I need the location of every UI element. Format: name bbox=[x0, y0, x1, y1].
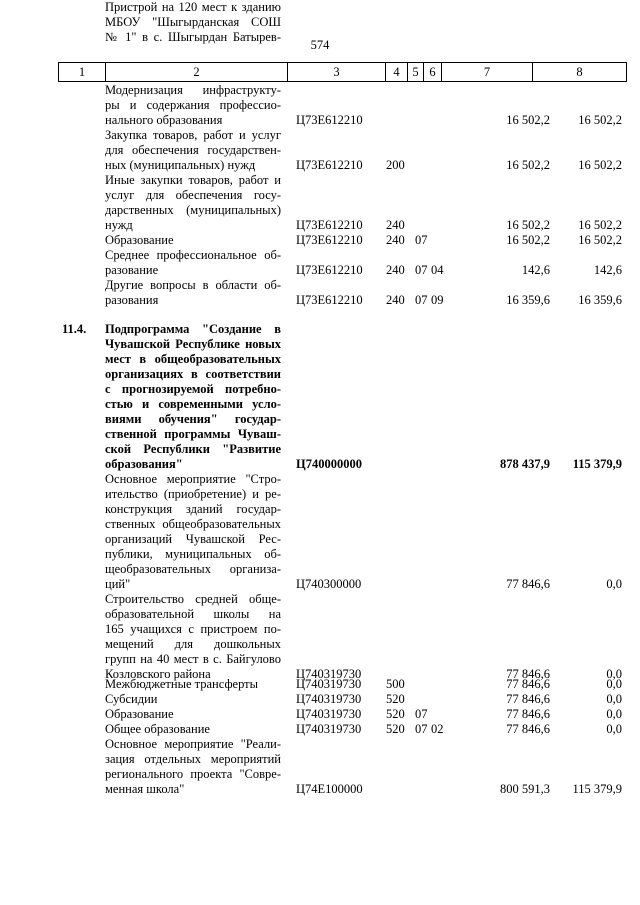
amount-col-7: 878 437,9 bbox=[500, 457, 550, 471]
description-line: стью и современными усло- bbox=[105, 397, 281, 411]
description-line: виями обучения" государ- bbox=[105, 412, 281, 426]
budget-code: Ц740319730 bbox=[296, 707, 362, 721]
section-code: 07 bbox=[415, 722, 428, 736]
row-description bbox=[105, 278, 281, 308]
row-description bbox=[105, 0, 281, 45]
budget-code: Ц740300000 bbox=[296, 577, 362, 591]
description-line: Межбюджетные трансферты bbox=[105, 677, 259, 691]
table-row bbox=[58, 233, 626, 248]
amount-col-8: 16 359,6 bbox=[578, 293, 622, 307]
description-line: № 1" в с. Шыгырдан Батырев- bbox=[105, 30, 281, 44]
amount-col-8: 142,6 bbox=[593, 263, 622, 277]
subsection-code: 09 bbox=[431, 293, 444, 307]
table-row bbox=[58, 592, 626, 682]
section-code: 07 bbox=[415, 707, 428, 721]
expense-type-code: 240 bbox=[386, 233, 405, 247]
amount-col-8: 0,0 bbox=[606, 577, 622, 591]
budget-code: Ц740319730 bbox=[296, 722, 362, 736]
description-line: Строительство средней обще- bbox=[105, 592, 281, 606]
description-line: с прогнозируемой потребно- bbox=[105, 382, 281, 396]
description-line: Пристрой на 120 мест к зданию bbox=[105, 0, 281, 14]
expense-type-code: 240 bbox=[386, 263, 405, 277]
table-row bbox=[58, 722, 626, 737]
table-row bbox=[58, 707, 626, 722]
budget-code: Ц74Е100000 bbox=[296, 782, 363, 796]
amount-col-8: 0,0 bbox=[606, 667, 622, 681]
table-row bbox=[58, 128, 626, 173]
row-description bbox=[105, 707, 281, 722]
amount-col-7: 77 846,6 bbox=[506, 677, 550, 691]
row-description bbox=[105, 322, 281, 472]
row-number: 11.4. bbox=[62, 322, 87, 336]
expense-type-code: 520 bbox=[386, 707, 405, 721]
amount-col-7: 77 846,6 bbox=[506, 667, 550, 681]
table-row bbox=[58, 83, 626, 128]
row-description bbox=[105, 83, 281, 128]
amount-col-8: 0,0 bbox=[606, 692, 622, 706]
column-header-8: 8 bbox=[533, 63, 627, 82]
description-line: услуг для обеспечения госу- bbox=[105, 188, 281, 202]
description-line: Среднее профессиональное об- bbox=[105, 248, 281, 262]
amount-col-8: 115 379,9 bbox=[572, 782, 622, 796]
table-row bbox=[58, 278, 626, 308]
table-row bbox=[58, 737, 626, 797]
row-description bbox=[105, 737, 281, 797]
page-number: 574 bbox=[310, 38, 330, 52]
description-line: щеобразовательных организа- bbox=[105, 562, 281, 576]
expense-type-code: 200 bbox=[386, 158, 405, 172]
description-line: зация отдельных мероприятий bbox=[105, 752, 281, 766]
expense-type-code: 240 bbox=[386, 218, 405, 232]
description-line: Общее образование bbox=[105, 722, 210, 736]
description-line: Подпрограмма "Создание в bbox=[105, 322, 281, 336]
description-line: ственной программы Чуваш- bbox=[105, 427, 281, 441]
amount-col-7: 77 846,6 bbox=[506, 692, 550, 706]
column-header-row bbox=[58, 62, 627, 82]
row-description bbox=[105, 248, 281, 278]
amount-col-7: 16 502,2 bbox=[506, 113, 550, 127]
description-line: образовательной школы на bbox=[105, 607, 281, 621]
description-line: ций" bbox=[105, 577, 131, 591]
table-row bbox=[58, 248, 626, 278]
row-description bbox=[105, 722, 281, 737]
description-line: дарственных (муниципальных) bbox=[105, 203, 281, 217]
column-header-2: 2 bbox=[106, 63, 288, 82]
row-description bbox=[105, 677, 281, 692]
description-line: Чувашской Республике новых bbox=[105, 337, 281, 351]
row-description bbox=[105, 128, 281, 173]
description-line: Модернизация инфраструкту- bbox=[105, 83, 281, 97]
subsection-code: 04 bbox=[431, 263, 444, 277]
column-header-1: 1 bbox=[59, 63, 106, 82]
row-description bbox=[105, 592, 281, 682]
amount-col-8: 115 379,9 bbox=[572, 457, 622, 471]
expense-type-code: 240 bbox=[386, 293, 405, 307]
description-line: МБОУ "Шыгырданская СОШ bbox=[105, 15, 281, 29]
expense-type-code: 500 bbox=[386, 677, 405, 691]
amount-col-7: 77 846,6 bbox=[506, 722, 550, 736]
expense-type-code: 520 bbox=[386, 722, 405, 736]
description-line: организаций Чувашской Рес- bbox=[105, 532, 281, 546]
row-description bbox=[105, 173, 281, 233]
budget-code: Ц73Е612210 bbox=[296, 218, 363, 232]
description-line: 165 учащихся с пристроем по- bbox=[105, 622, 281, 636]
description-line: ской Республики "Развитие bbox=[105, 442, 281, 456]
table-row bbox=[58, 677, 626, 692]
amount-col-7: 800 591,3 bbox=[500, 782, 550, 796]
description-line: ры и содержания профессио- bbox=[105, 98, 281, 112]
expense-type-code: 520 bbox=[386, 692, 405, 706]
column-header-6: 6 bbox=[424, 63, 442, 82]
description-line: регионального проекта "Совре- bbox=[105, 767, 281, 781]
budget-code: Ц73Е612210 bbox=[296, 158, 363, 172]
table-row bbox=[58, 0, 626, 45]
table-row bbox=[58, 472, 626, 592]
amount-col-8: 16 502,2 bbox=[578, 113, 622, 127]
table-row bbox=[58, 692, 626, 707]
section-code: 07 bbox=[415, 263, 428, 277]
budget-code: Ц740319730 bbox=[296, 677, 362, 691]
description-line: публики, муниципальных об- bbox=[105, 547, 281, 561]
subsection-code: 02 bbox=[431, 722, 444, 736]
column-header-3: 3 bbox=[288, 63, 386, 82]
budget-code: Ц740319730 bbox=[296, 692, 362, 706]
amount-col-8: 16 502,2 bbox=[578, 233, 622, 247]
description-line: Образование bbox=[105, 233, 174, 247]
description-line: организациях в соответствии bbox=[105, 367, 281, 381]
description-line: разование bbox=[105, 263, 159, 277]
amount-col-8: 0,0 bbox=[606, 677, 622, 691]
amount-col-8: 16 502,2 bbox=[578, 218, 622, 232]
amount-col-7: 77 846,6 bbox=[506, 707, 550, 721]
budget-code: Ц73Е612210 bbox=[296, 113, 363, 127]
amount-col-8: 0,0 bbox=[606, 722, 622, 736]
section-code: 07 bbox=[415, 293, 428, 307]
row-description bbox=[105, 233, 281, 248]
description-line: Образование bbox=[105, 707, 174, 721]
description-line: ных (муниципальных) нужд bbox=[105, 158, 256, 172]
description-line: ительство (приобретение) и ре- bbox=[105, 487, 281, 501]
description-line: мест в общеобразовательных bbox=[105, 352, 281, 366]
amount-col-7: 77 846,6 bbox=[506, 577, 550, 591]
budget-code: Ц73Е612210 bbox=[296, 233, 363, 247]
description-line: образования" bbox=[105, 457, 183, 471]
row-description bbox=[105, 472, 281, 592]
column-header-7: 7 bbox=[442, 63, 533, 82]
description-line: ственных общеобразовательных bbox=[105, 517, 281, 531]
budget-code: Ц740319730 bbox=[296, 667, 362, 681]
description-line: Основное мероприятие "Реали- bbox=[105, 737, 281, 751]
column-header-4: 4 bbox=[386, 63, 408, 82]
description-line: конструкция зданий государ- bbox=[105, 502, 281, 516]
description-line: разования bbox=[105, 293, 159, 307]
description-line: Козловского района bbox=[105, 667, 211, 681]
budget-code: Ц740000000 bbox=[296, 457, 362, 471]
description-line: Субсидии bbox=[105, 692, 158, 706]
budget-code: Ц73Е612210 bbox=[296, 263, 363, 277]
amount-col-7: 16 359,6 bbox=[506, 293, 550, 307]
column-header-5: 5 bbox=[408, 63, 424, 82]
description-line: мещений для дошкольных bbox=[105, 637, 281, 651]
row-description bbox=[105, 692, 281, 707]
budget-code: Ц73Е612210 bbox=[296, 293, 363, 307]
description-line: Основное мероприятие "Стро- bbox=[105, 472, 281, 486]
description-line: нального образования bbox=[105, 113, 223, 127]
table-row bbox=[58, 173, 626, 233]
amount-col-8: 0,0 bbox=[606, 707, 622, 721]
description-line: групп на 40 мест в с. Байгулово bbox=[105, 652, 281, 666]
table-row bbox=[58, 322, 626, 472]
description-line: для обеспечения государствен- bbox=[105, 143, 281, 157]
amount-col-8: 16 502,2 bbox=[578, 158, 622, 172]
description-line: нужд bbox=[105, 218, 133, 232]
amount-col-7: 16 502,2 bbox=[506, 158, 550, 172]
section-code: 07 bbox=[415, 233, 428, 247]
amount-col-7: 142,6 bbox=[521, 263, 550, 277]
amount-col-7: 16 502,2 bbox=[506, 218, 550, 232]
description-line: менная школа" bbox=[105, 782, 185, 796]
description-line: Закупка товаров, работ и услуг bbox=[105, 128, 281, 142]
description-line: Другие вопросы в области об- bbox=[105, 278, 281, 292]
description-line: Иные закупки товаров, работ и bbox=[105, 173, 281, 187]
amount-col-7: 16 502,2 bbox=[506, 233, 550, 247]
